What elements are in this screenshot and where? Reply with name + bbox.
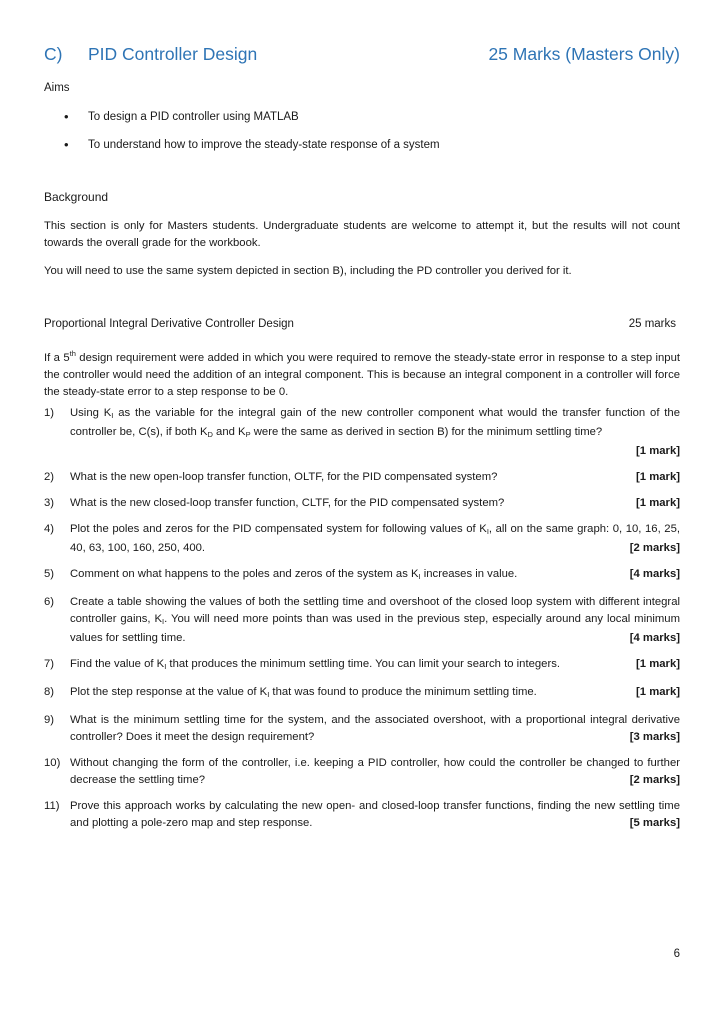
question-mark: [1 mark] <box>636 658 680 670</box>
question-mark: [1 mark] <box>636 471 680 483</box>
question-item: 10) Without changing the form of the controller, i.e. keeping a PID controller, how could the controller be changed to further decrease the settling time? [2 marks] <box>44 755 680 789</box>
background-paragraph-2: You will need to use the same system depicted in section B), including the PD controller you derived for it. <box>44 265 572 277</box>
question-mark: [4 marks] <box>629 568 680 580</box>
bullet-icon: • <box>64 137 69 152</box>
question-item: 4) Plot the poles and zeros for the PID compensated system for following values of $K_I$, all on the same graph: 0, 10, 16, 25, 40, 63, 100, 160, 250, 400. [2 marks] <box>44 521 680 557</box>
question-item: 9) What is the minimum settling time for the system, and the associated overshoot, with a proportional integral derivative controller? Does it meet the design requirement? [3 marks] <box>44 712 680 746</box>
question-item: 2) [1 mark] What is the new open-loop transfer function, OLTF, for the PID compensated system? <box>44 469 680 486</box>
question-item: 5) [4 marks] Comment on what happens to the poles and zeros of the system as $K_I$ increases in value. <box>44 568 680 581</box>
subsection-marks: 25 marks <box>628 318 676 330</box>
aims-list <box>44 108 680 164</box>
question-mark: [2 marks] <box>629 542 680 554</box>
background-paragraph-1: This section is only for Masters students. Undergraduate students are welcome to attempt it, but the results will not count towards the overall grade for the workbook. <box>44 220 680 249</box>
question-mark: [1 mark] <box>636 686 680 698</box>
intro-paragraph: If a 5th design requirement were added in which you were required to remove the steady-state error in response to a step input the controller would need the addition of an integral component. This is because an integral component in a controller will force the steady-state error to a step response to be 0. <box>44 349 680 398</box>
question-mark: [1 mark] <box>636 497 680 509</box>
question-item: 3) [1 mark] What is the new closed-loop transfer function, CLTF, for the PID compensated system? <box>44 495 680 512</box>
question-mark: [4 marks] <box>629 632 680 644</box>
question-item: 11) Prove this approach works by calculating the new open- and closed-loop transfer functions, finding the new settling time and plotting a pole-zero map and step response. [5 marks] <box>44 798 680 832</box>
section-number: C) <box>44 44 63 64</box>
questions-list <box>44 405 680 841</box>
subsection-title: Proportional Integral Derivative Controller Design <box>44 318 294 330</box>
subsection-heading <box>44 318 680 330</box>
bullet-icon: • <box>64 109 69 124</box>
page-number: 6 <box>673 948 680 960</box>
aims-label: Aims <box>44 82 70 94</box>
question-item: 1) Using $K_I$ as the variable for the integral gain of the new controller component what would the transfer function of the controller be, C(s), if both $K_D$ and $K_P$ were the same as derived in section B) for the minimum settling time? [1 mark] <box>44 405 680 460</box>
section-title: PID Controller Design <box>88 44 258 64</box>
question-item: 6) Create a table showing the values of both the settling time and overshoot of the closed loop system with different integral controller gains, $K_I$. You will need more points than was used in the previous step, especially around any local minimum values for settling time. [4 marks] <box>44 594 680 647</box>
background-label: Background <box>44 190 109 204</box>
question-mark: [2 marks] <box>629 774 680 786</box>
question-item: 7) [1 mark] Find the value of $K_I$ that produces the minimum settling time. You can limit your search to integers. <box>44 658 680 671</box>
document-page <box>44 0 680 1024</box>
question-mark: [3 marks] <box>629 731 680 743</box>
section-marks: 25 Marks (Masters Only) <box>488 44 680 64</box>
section-heading <box>44 44 680 70</box>
question-mark: [1 mark] <box>636 445 680 457</box>
question-item: 8) [1 mark] Plot the step response at the value of $K_I$ that was found to produce the minimum settling time. <box>44 686 680 699</box>
aims-item: • To understand how to improve the steady-state response of a system <box>64 137 440 152</box>
aims-item: • To design a PID controller using MATLAB <box>64 109 299 124</box>
question-mark: [5 marks] <box>629 817 680 829</box>
